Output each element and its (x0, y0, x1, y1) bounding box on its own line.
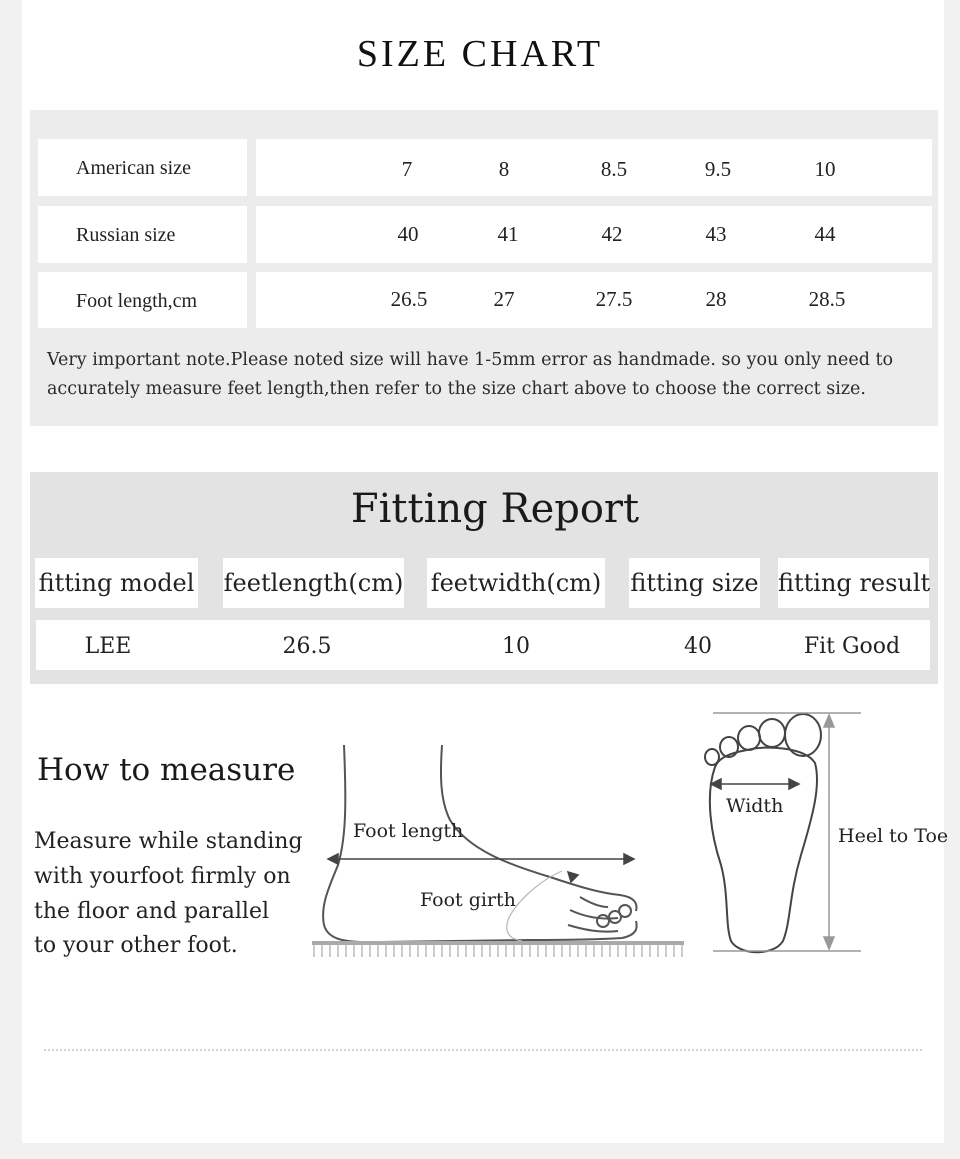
american-size-value: 8.5 (600, 157, 628, 181)
fitting-size-value: 40 (684, 634, 712, 659)
american-size-value: 9.5 (704, 157, 732, 181)
russian-size-value: 44 (814, 222, 836, 246)
size-note-line: accurately measure feet length,then refer to the size chart above to choose the correct size. (47, 379, 866, 399)
how-to-measure-line: the floor and parallel (34, 899, 270, 924)
foot-length-values-row (256, 272, 932, 328)
foot-length-value: 27.5 (595, 287, 633, 311)
fitting-feetlength-value: 26.5 (282, 634, 332, 659)
fitting-header-size: fitting size (629, 558, 760, 608)
foot-length-label: Foot length,cm (38, 272, 247, 328)
american-size-value: 8 (498, 157, 510, 181)
russian-size-value: 40 (397, 222, 419, 246)
foot-girth-label: Foot girth (420, 889, 516, 911)
fitting-header-feetwidth: feetwidth(cm) (427, 558, 605, 608)
how-to-measure-line: to your other foot. (34, 933, 238, 958)
foot-length-value: 26.5 (390, 287, 428, 311)
foot-length-value: 27 (493, 287, 515, 311)
fitting-result-value: Fit Good (803, 634, 901, 659)
heel-to-toe-label: Heel to Toe (838, 825, 949, 847)
american-size-label: American size (38, 139, 247, 196)
side-foot-diagram (300, 735, 700, 975)
fitting-feetwidth-value: 10 (502, 634, 530, 659)
fitting-header-model: fitting model (35, 558, 198, 608)
fitting-report-title: Fitting Report (350, 486, 640, 532)
size-note-line: Very important note.Please noted size will have 1-5mm error as handmade. so you only need to (47, 350, 894, 370)
fitting-header-result: fitting result (778, 558, 929, 608)
foot-outline-icon (323, 745, 637, 942)
width-label: Width (726, 795, 784, 817)
fitting-report-panel (30, 472, 938, 684)
foot-length-label: Foot length (353, 820, 464, 842)
foot-length-value: 28 (705, 287, 727, 311)
foot-length-value: 28.5 (808, 287, 846, 311)
american-size-value: 7 (401, 157, 413, 181)
foot-sole-icon (705, 714, 821, 952)
top-foot-diagram (695, 705, 955, 970)
american-size-values-row (256, 139, 932, 196)
size-note (47, 346, 927, 404)
how-to-measure-line: Measure while standing (34, 829, 303, 854)
dotted-divider (44, 1049, 922, 1051)
fitting-model-value: LEE (84, 634, 132, 659)
russian-size-value: 42 (601, 222, 623, 246)
russian-size-values-row (256, 206, 932, 263)
ground-ruler (312, 941, 684, 945)
size-chart-title: SIZE CHART (356, 33, 604, 75)
how-to-measure-title: How to measure (37, 752, 296, 788)
fitting-data-row (36, 620, 930, 670)
american-size-value: 10 (814, 157, 836, 181)
how-to-measure-line: with yourfoot firmly on (34, 864, 291, 889)
size-chart-panel (30, 110, 938, 426)
russian-size-label: Russian size (38, 206, 247, 263)
russian-size-value: 41 (497, 222, 519, 246)
russian-size-value: 43 (705, 222, 727, 246)
fitting-header-feetlength: feetlength(cm) (223, 558, 404, 608)
